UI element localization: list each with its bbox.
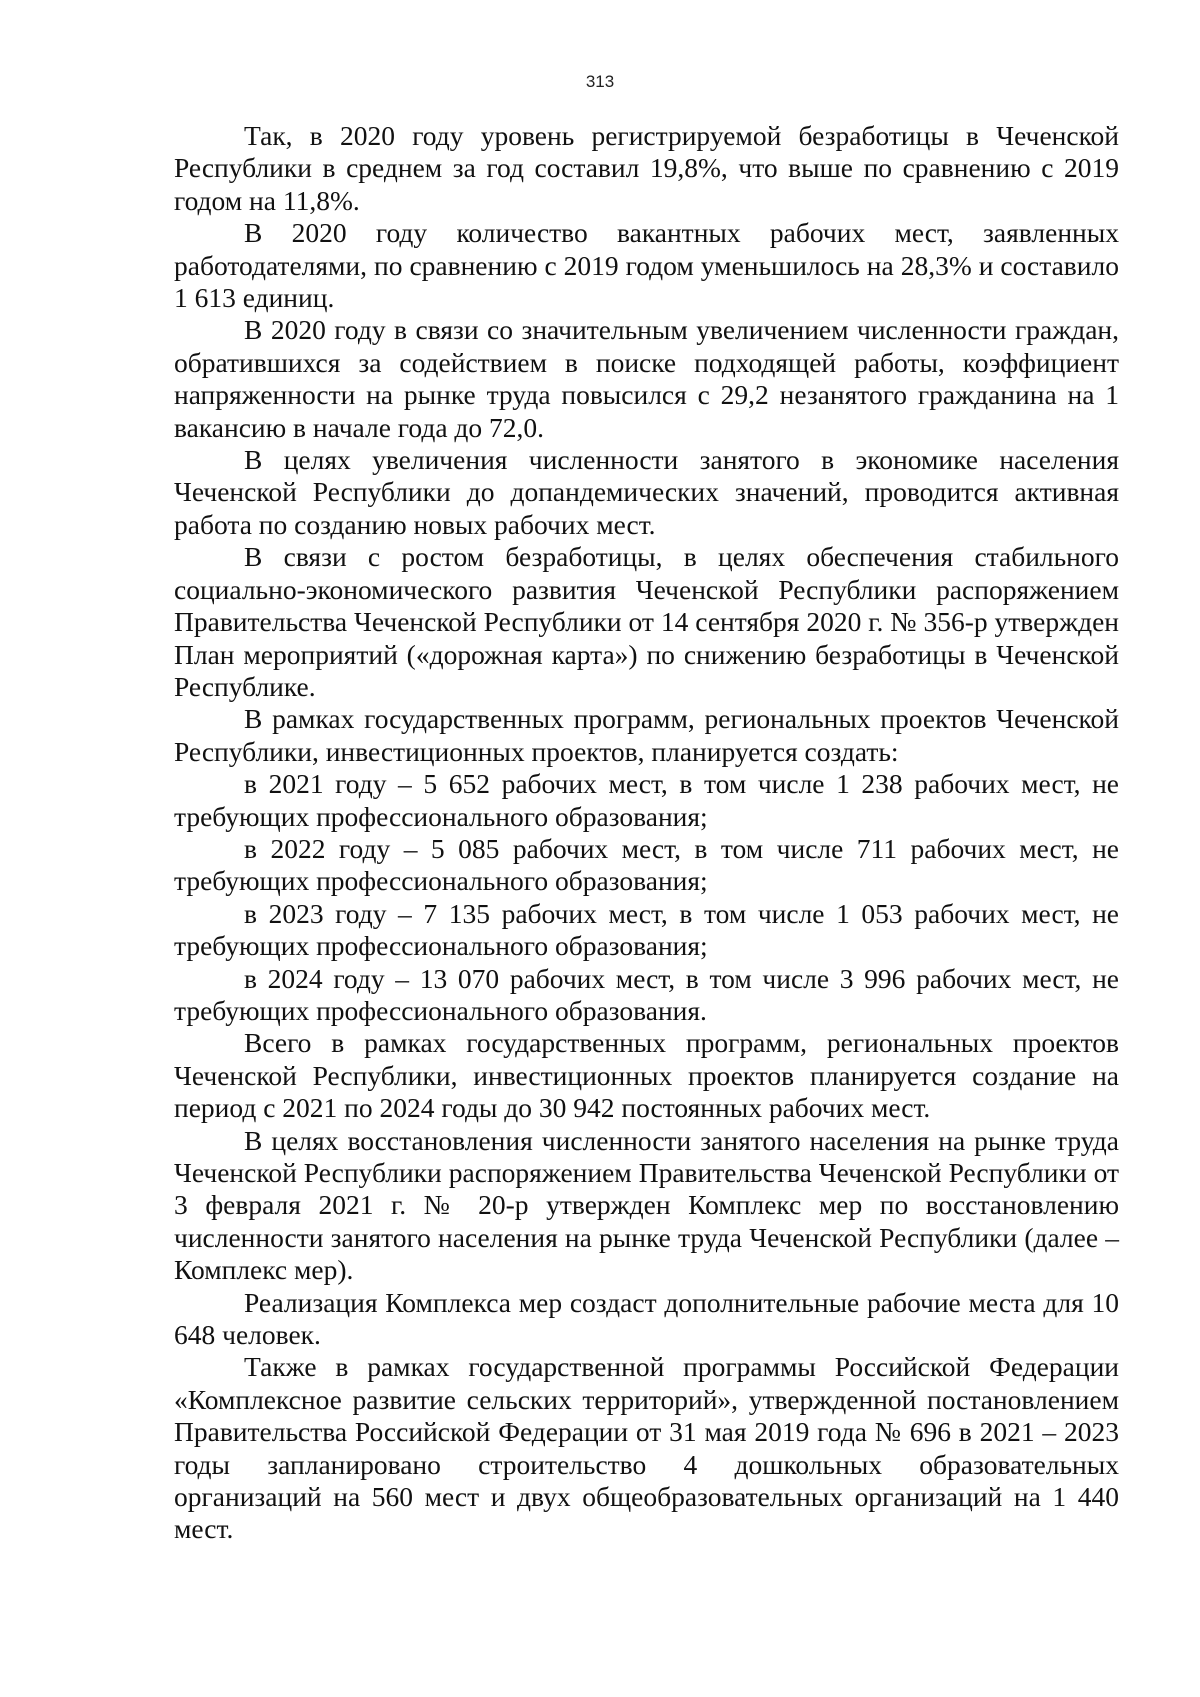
paragraph-roadmap: В связи с ростом безработицы, в целях обеспечения стабильного социально-экономического развития Чеченской Республики распоряжением Правительства Чеченской Республики от 14 сентября 2020 г. № 356-р утвержден План мероприятий («дорожная карта») по снижению безработицы в Чеченской Республике. bbox=[174, 541, 1119, 702]
list-item-2024: в 2024 году – 13 070 рабочих мест, в том числе 3 996 рабочих мест, не требующих профессионального образования. bbox=[174, 962, 1119, 1026]
list-item-2023: в 2023 году – 7 135 рабочих мест, в том числе 1 053 рабочих мест, не требующих профессионального образования; bbox=[174, 897, 1119, 962]
paragraph-employment-goal: В целях увеличения численности занятого в экономике населения Чеченской Республики до допандемических значений, проводится активная работа по созданию новых рабочих мест. bbox=[174, 444, 1119, 540]
document-body bbox=[174, 120, 1119, 1546]
paragraph-total-jobs: Всего в рамках государственных программ, региональных проектов Чеченской Республики, инвестиционных проектов планируется создание на период с 2021 по 2024 годы до 30 942 постоянных рабочих мест. bbox=[174, 1027, 1119, 1124]
list-item-2021: в 2021 году – 5 652 рабочих мест, в том числе 1 238 рабочих мест, не требующих профессионального образования; bbox=[174, 768, 1119, 832]
list-item-2022: в 2022 году – 5 085 рабочих мест, в том числе 711 рабочих мест, не требующих профессионального образования; bbox=[174, 832, 1119, 897]
paragraph-tension-coefficient: В 2020 году в связи со значительным увеличением численности граждан, обратившихся за содействием в поиске подходящей работы, коэффициент напряженности на рынке труда повысился с 29,2 незанятого гражданина на 1 вакансию в начале года до 72,0. bbox=[174, 314, 1119, 443]
paragraph-measures-complex: В целях восстановления численности занятого населения на рынке труда Чеченской Республики распоряжением Правительства Чеченской Республики от 3 февраля 2021 г. № 20-р утвержден Комплекс мер по восстановлению численности занятого населения на рынке труда Чеченской Республики (далее – Комплекс мер). bbox=[174, 1124, 1119, 1286]
page-number: 313 bbox=[585, 72, 615, 91]
paragraph-measures-result: Реализация Комплекса мер создаст дополнительные рабочие места для 10 648 человек. bbox=[174, 1286, 1119, 1351]
paragraph-vacancies: В 2020 году количество вакантных рабочих мест, заявленных работодателями, по сравнению с 2019 годом уменьшилось на 28,3% и составило 1 613 единиц. bbox=[174, 217, 1119, 314]
paragraph-unemployment-rate: Так, в 2020 году уровень регистрируемой безработицы в Чеченской Республики в среднем за год составил 19,8%, что выше по сравнению с 2019 годом на 11,8%. bbox=[174, 120, 1119, 216]
paragraph-rural-program: Также в рамках государственной программы Российской Федерации «Комплексное развитие сельских территорий», утвержденной постановлением Правительства Российской Федерации от 31 мая 2019 года № 696 в 2021 – 2023 годы запланировано строительство 4 дошкольных образовательных организаций на 560 мест и двух общеобразовательных организаций на 1 440 мест. bbox=[174, 1351, 1119, 1545]
paragraph-programs-intro: В рамках государственных программ, региональных проектов Чеченской Республики, инвестиционных проектов, планируется создать: bbox=[174, 703, 1119, 767]
